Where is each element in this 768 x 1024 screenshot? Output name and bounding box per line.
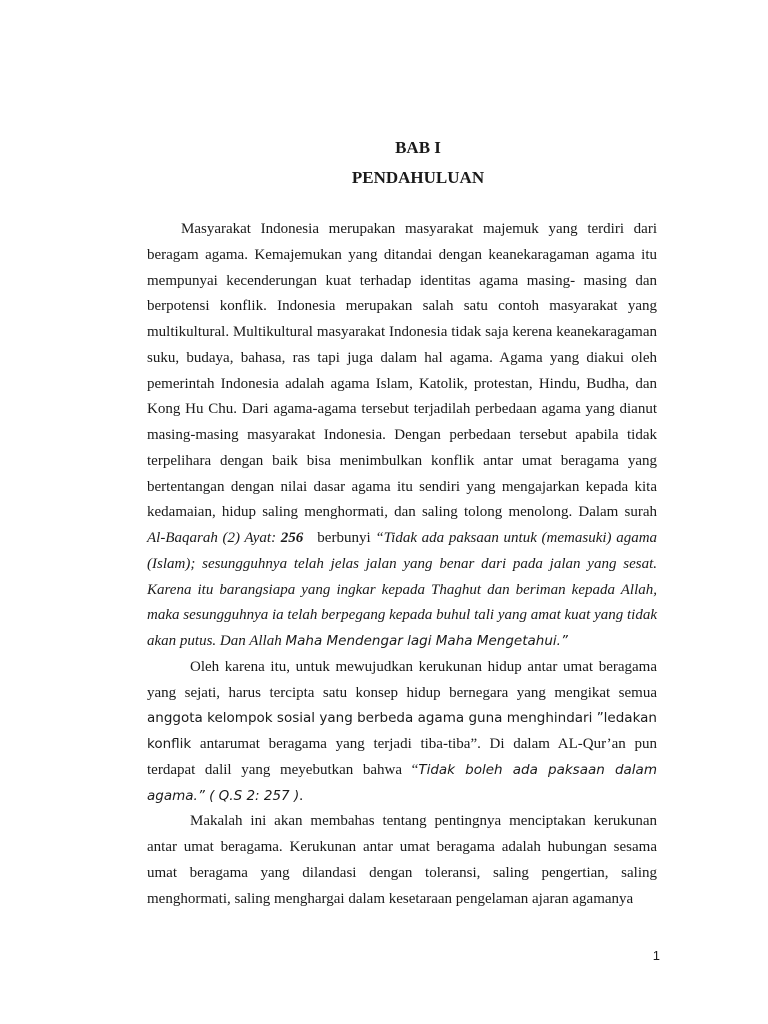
citation-verb: berbunyi (317, 530, 371, 546)
quran-quote: Tidak boleh ada paksaan dalam agama.” ( Q.S 2: 257 ) (147, 761, 657, 804)
body-text (147, 217, 657, 912)
paragraph-2-text-middle: antarumat beragama yang terjadi tiba-tiba”. Di dalam AL-Qur’an pun terdapat dalil yang meyebutkan bahwa “ (147, 736, 657, 778)
page-number: 1 (652, 948, 660, 963)
verse-number: 256 (280, 530, 304, 546)
surah-citation: Al-Baqarah (2) Ayat: (147, 530, 281, 546)
paragraph-2-text-start: Oleh karena itu, untuk mewujudkan kerukunan hidup antar umat beragama yang sejati, harus tercipta satu konsep hidup bernegara yang mengikat semua (147, 658, 657, 701)
paragraph-2-text-sans: anggota kelompok sosial yang berbeda agama guna menghindari ”ledakan konflik (147, 710, 657, 752)
verse-quote: “Tidak ada paksaan untuk (memasuki) agama (Islam); sesungguhnya telah jelas jalan yang benar dari pada jalan yang sesat. Karena itu barangsiapa yang ingkar kepada Thaghut dan beriman kepada Allah, maka sesungguhnya ia telah berpegang kepada buhul tali yang amat kuat yang tidak akan putus. Dan Allah (147, 530, 658, 649)
paragraph-2-text-end: . (299, 787, 303, 804)
paragraph-1-text: Masyarakat Indonesia merupakan masyarakat majemuk yang terdiri dari beragam agama. Kemajemukan yang ditandai dengan keanekaragaman agama itu mempunyai kecenderungan kuat terhadap identitas agama masing- masing dan berpotensi konflik. Indonesia merupakan salah satu contoh masyarakat yang multikultural. Multikultural masyarakat Indonesia tidak saja kerena keanekaragaman suku, budaya, bahasa, ras tapi juga dalam hal agama. Agama yang diakui oleh pemerintah Indonesia adalah agama Islam, Katolik, protestan, Hindu, Budha, dan Kong Hu Chu. Dari agama-agama tersebut terjadilah perbedaan agama yang dianut masing-masing masyarakat Indonesia. Dengan perbedaan tersebut apabila tidak terpelihara dengan baik bisa menimbulkan konflik antar umat beragama yang bertentangan dengan nilai dasar agama itu sendiri yang mengajarkan kepada kita kedamaian, hidup saling menghormati, dan saling tolong menolong. Dalam surah (147, 221, 657, 521)
paragraph-3: Makalah ini akan membahas tentang pentingnya menciptakan kerukunan antar umat beragama. Kerukunan antar umat beragama adalah hubungan sesama umat beragama yang dilandasi dengan toleransi, saling pengertian, saling menghormati, saling menghargai dalam kesetaraan pengelaman ajaran agamanya (147, 813, 657, 907)
chapter-number: BAB I (395, 138, 441, 157)
paragraph-1 (147, 217, 657, 655)
chapter-title: PENDAHULUAN (351, 168, 485, 187)
paragraph-2 (147, 655, 657, 810)
verse-quote-end: Maha Mendengar lagi Maha Mengetahui.” (285, 633, 568, 649)
